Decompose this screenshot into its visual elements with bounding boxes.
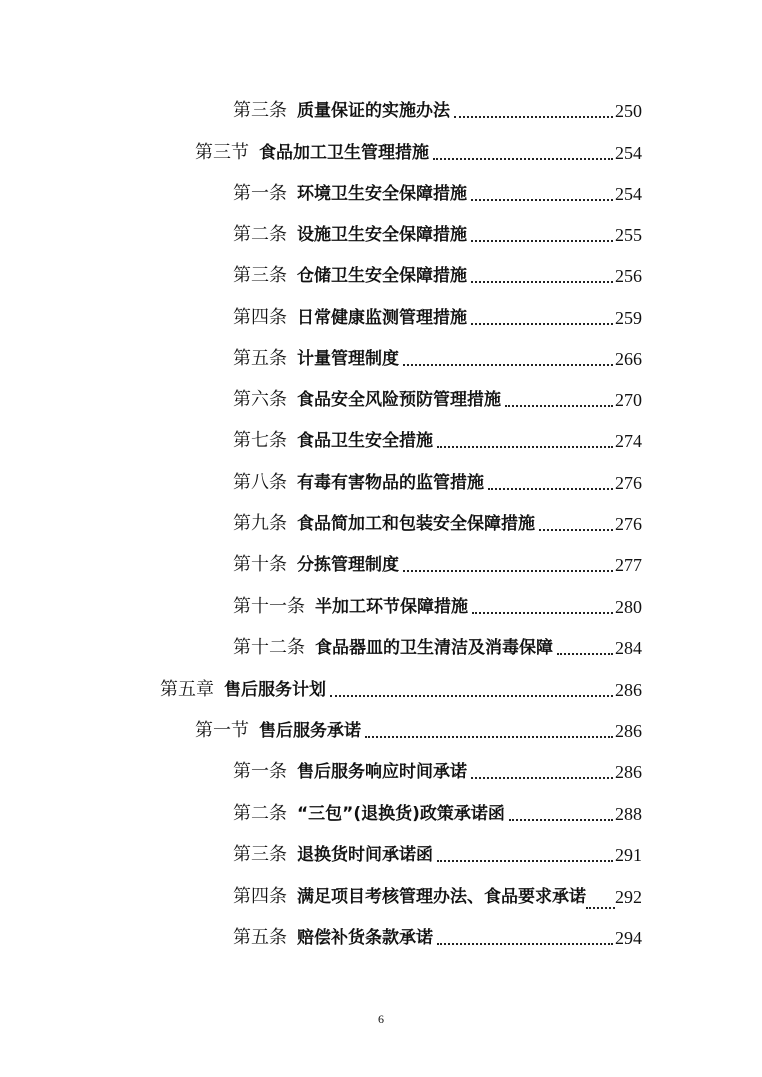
toc-entry-title: 日常健康监测管理措施 [297,308,467,328]
toc-entry-label: 第一节 [195,720,249,741]
leader-dots [330,694,613,697]
toc-entry[interactable] [233,551,642,577]
toc-entry-label: 第五条 [233,927,287,948]
toc-entry-label: 第七条 [233,430,287,451]
toc-entry[interactable] [195,717,642,743]
toc-entry-page: 286 [615,721,642,741]
toc-entry-title: 半加工环节保障措施 [315,597,468,617]
toc-entry-label: 第一条 [233,183,287,204]
toc-entry-title: 食品加工卫生管理措施 [259,143,429,163]
toc-entry-page: 250 [615,101,642,121]
toc-entry-label: 第三条 [233,100,287,121]
toc-entry-page: 277 [615,555,642,575]
toc-entry-label: 第三条 [233,844,287,865]
toc-entry[interactable] [233,758,642,784]
toc-entry-title: 设施卫生安全保障措施 [297,225,467,245]
leader-dots [437,942,613,945]
toc-entry-title: 仓储卫生安全保障措施 [297,266,467,286]
toc-entry[interactable] [233,345,642,371]
toc-entry-title: 食品卫生安全措施 [297,431,433,451]
toc-entry-title: 计量管理制度 [297,349,399,369]
toc-entry-page: 286 [615,762,642,782]
toc-entry[interactable] [233,593,642,619]
toc-entry[interactable] [233,262,642,288]
toc-entry-label: 第十一条 [233,596,305,617]
toc-entry-page: 280 [615,597,642,617]
toc-entry-label: 第二条 [233,224,287,245]
toc-entry-title: 质量保证的实施办法 [297,101,450,121]
toc-entry[interactable] [233,427,642,453]
leader-dots [471,280,613,283]
leader-dots [539,528,613,531]
toc-entry[interactable] [233,304,642,330]
toc-entry-title: 满足项目考核管理办法、食品要求承诺 [297,887,586,907]
toc-entry-page: 276 [615,473,642,493]
toc-entry-page: 294 [615,928,642,948]
leader-dots [471,322,613,325]
toc-entry-label: 第五章 [160,679,214,700]
toc-entry-label: 第四条 [233,307,287,328]
toc-entry-title: 售后服务承诺 [259,721,361,741]
toc-entry-label: 第十二条 [233,637,305,658]
toc-entry[interactable] [195,139,642,165]
leader-dots [365,735,613,738]
toc-entry[interactable] [233,221,642,247]
toc-entry[interactable] [233,97,642,123]
toc-entry-label: 第八条 [233,472,287,493]
toc-entry[interactable] [233,634,642,660]
leader-dots [472,611,613,614]
toc-entry[interactable] [233,924,642,950]
leader-dots [488,487,613,490]
page-number: 6 [378,1012,384,1026]
toc-entry-title: 分拣管理制度 [297,555,399,575]
toc-entry-page: 286 [615,680,642,700]
toc-entry-page: 270 [615,390,642,410]
toc-entry-page: 276 [615,514,642,534]
leader-dots [454,115,613,118]
leader-dots [505,404,613,407]
leader-dots [471,239,613,242]
toc-entry-title: 食品简加工和包装安全保障措施 [297,514,535,534]
toc-entry-page: 256 [615,266,642,286]
leader-dots [471,776,613,779]
toc-entry-title: 环境卫生安全保障措施 [297,184,467,204]
toc-entry-label: 第六条 [233,389,287,410]
toc-entry[interactable] [233,386,642,412]
toc-entry-label: 第二条 [233,803,287,824]
toc-entry-page: 274 [615,431,642,451]
leader-dots [437,445,613,448]
toc-entry-label: 第十条 [233,554,287,575]
toc-entry-page: 288 [615,804,642,824]
toc-entry-label: 第一条 [233,761,287,782]
toc-entry[interactable] [160,676,642,702]
toc-entry-page: 291 [615,845,642,865]
toc-entry-title: 售后服务响应时间承诺 [297,762,467,782]
leader-dots [437,859,613,862]
toc-entry-title: 食品器皿的卫生清洁及消毒保障 [315,638,553,658]
leader-dots [433,157,613,160]
leader-dots [586,906,615,909]
leader-dots [471,198,613,201]
toc-entry-label: 第四条 [233,886,287,907]
toc-entry-label: 第五条 [233,348,287,369]
leader-dots [557,652,613,655]
toc-entry-title: 退换货时间承诺函 [297,845,433,865]
toc-entry-label: 第三条 [233,265,287,286]
toc-entry-page: 254 [615,184,642,204]
toc-entry[interactable] [233,510,642,536]
toc-entry[interactable] [233,180,642,206]
toc-entry-title: 售后服务计划 [224,680,326,700]
toc-entry[interactable] [233,800,642,826]
toc-entry-label: 第三节 [195,142,249,163]
toc-entry-title: 食品安全风险预防管理措施 [297,390,501,410]
toc-entry-title: 有毒有害物品的监管措施 [297,473,484,493]
leader-dots [403,363,613,366]
toc-entry[interactable] [233,841,642,867]
toc-entry-page: 254 [615,143,642,163]
toc-entry-page: 292 [615,887,642,907]
leader-dots [403,569,613,572]
toc-entry-page: 255 [615,225,642,245]
toc-entry-page: 284 [615,638,642,658]
toc-entry-title: “三包”(退换货)政策承诺函 [297,804,505,824]
toc-entry-page: 259 [615,308,642,328]
toc-entry-page: 266 [615,349,642,369]
toc-entry-label: 第九条 [233,513,287,534]
toc-entry-title: 赔偿补货条款承诺 [297,928,433,948]
leader-dots [509,818,613,821]
toc-entry[interactable] [233,469,642,495]
toc-entry[interactable] [233,883,642,909]
